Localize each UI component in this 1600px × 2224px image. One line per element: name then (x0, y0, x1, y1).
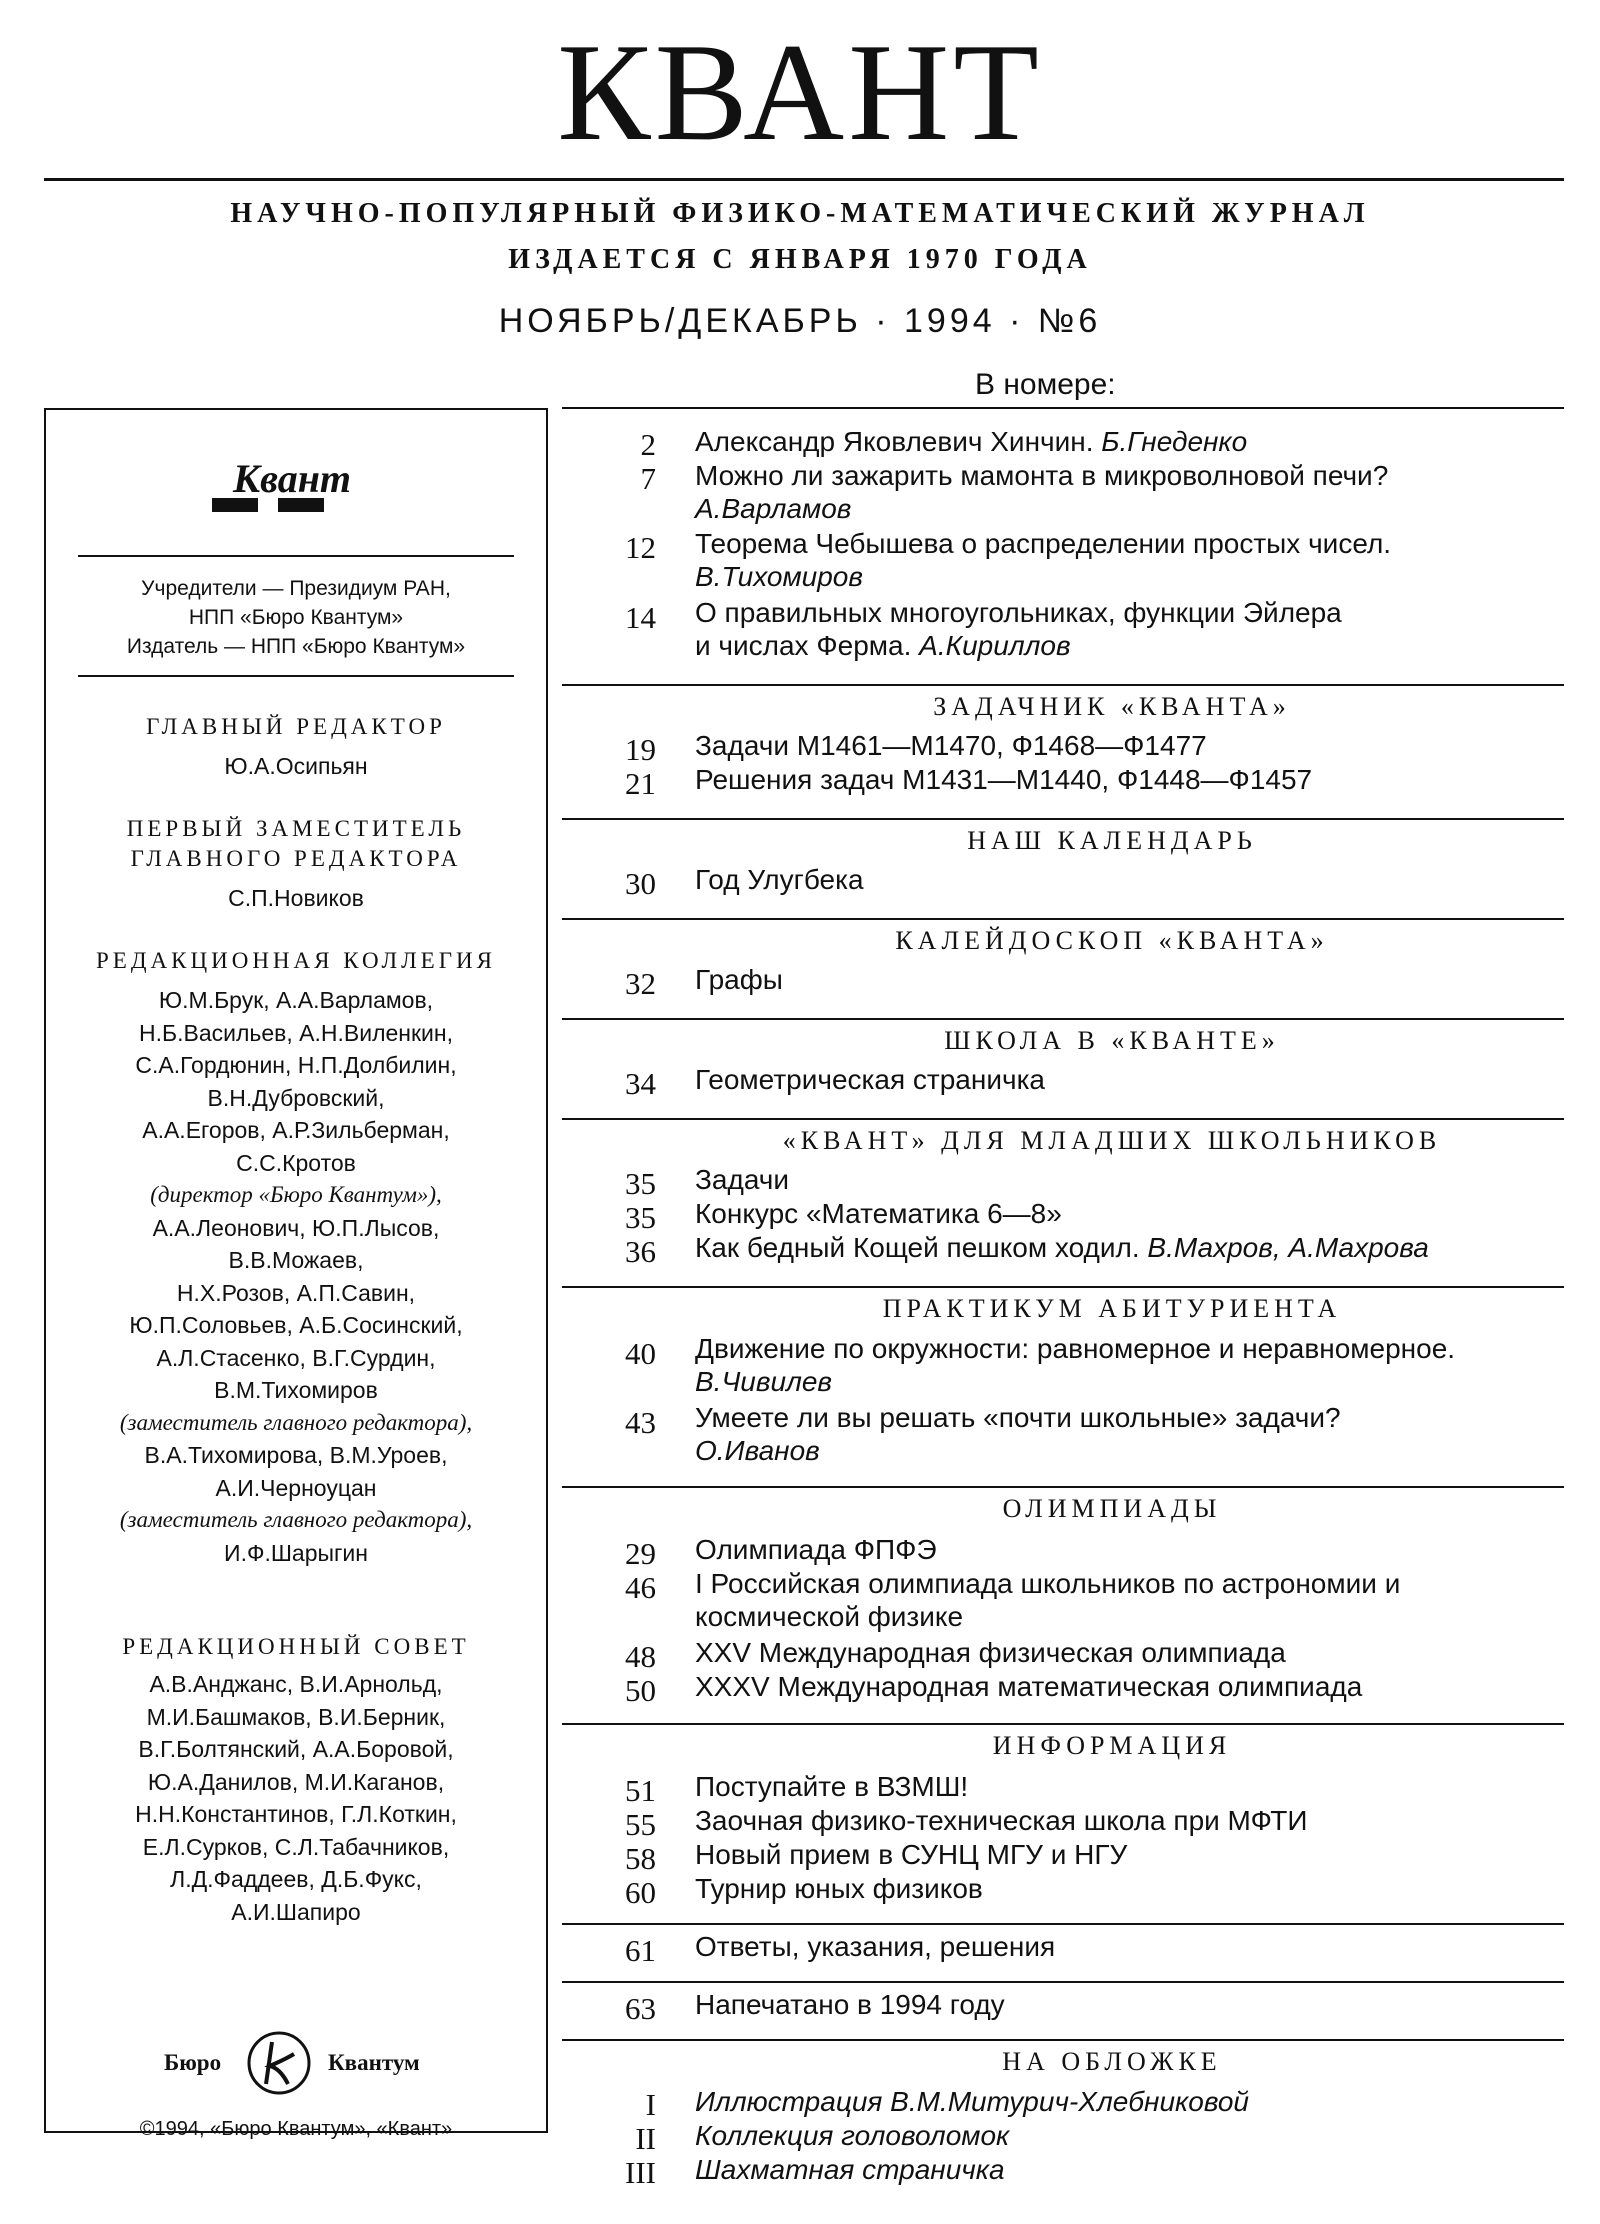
page-number: 7 (640, 461, 656, 496)
page-number: 51 (625, 1773, 656, 1808)
publisher-line: Издатель — НПП «Бюро Квантум» (126, 635, 466, 658)
toc-entry[interactable]: Турнир юных физиков (695, 1873, 983, 1904)
entry-author: Б.Гнеденко (1101, 426, 1248, 457)
entry-title: Александр Яковлевич Хинчин. (695, 426, 1094, 457)
page-number: 40 (625, 1336, 656, 1371)
council-list (46, 1668, 546, 1928)
board-role: (директор «Бюро Квантум»), (150, 1182, 442, 1207)
section-rule (562, 684, 1564, 686)
board-member: С.С.Кротов (236, 1149, 356, 1176)
founders-line: НПП «Бюро Квантум» (188, 606, 404, 629)
subtitle-journal: НАУЧНО-ПОПУЛЯРНЫЙ ФИЗИКО-МАТЕМАТИЧЕСКИЙ ЖУРНАЛ (230, 198, 1370, 229)
section-heading: НА ОБЛОЖКЕ (1002, 2047, 1222, 2076)
section-rule (562, 407, 1564, 409)
page-number: 60 (625, 1875, 656, 1910)
board-member: В.Н.Дубровский, (207, 1084, 385, 1111)
board-member: Ю.М.Брук, А.А.Варламов, (158, 987, 434, 1013)
copyright: ©1994, «Бюро Квантум», «Квант» (139, 2118, 453, 2140)
page-number: 30 (625, 866, 656, 901)
toc-entry[interactable]: I Российская олимпиада школьников по астрономии и (695, 1568, 1401, 1599)
page-number: 12 (625, 530, 656, 565)
entry-author: В.Чивилев (695, 1366, 833, 1397)
toc-entry[interactable]: Заочная физико-техническая школа при МФТИ (695, 1805, 1308, 1836)
sidebar-rule (78, 675, 514, 677)
section-heading: ШКОЛА В «КВАНТЕ» (944, 1026, 1280, 1055)
page-number: II (635, 2121, 656, 2156)
board-member: Н.Б.Васильев, А.Н.Виленкин, (139, 1019, 453, 1046)
section-heading: ИНФОРМАЦИЯ (992, 1731, 1232, 1760)
page-number: 19 (625, 732, 656, 767)
in-issue-label: В номере: (975, 368, 1116, 401)
toc-entry[interactable]: XXV Международная физическая олимпиада (695, 1637, 1286, 1668)
founders-line: Учредители — Президиум РАН, (141, 577, 451, 600)
board-member: В.В.Можаев, (228, 1247, 364, 1273)
page-number: 36 (625, 1234, 656, 1269)
section-rule (562, 918, 1564, 920)
page-number: 35 (625, 1166, 656, 1201)
toc-entry[interactable]: Коллекция головоломок (695, 2120, 1010, 2151)
toc-entry[interactable]: Задачи (695, 1164, 790, 1195)
toc-entry[interactable]: Новый прием в СУНЦ МГУ и НГУ (695, 1839, 1128, 1870)
board-heading: РЕДАКЦИОННАЯ КОЛЛЕГИЯ (96, 948, 496, 973)
toc-entry[interactable]: Ответы, указания, решения (695, 1931, 1056, 1962)
toc-entry[interactable]: О правильных многоугольниках, функции Эйлера (695, 597, 1342, 628)
sidebar-rule (78, 555, 514, 557)
page-number: 43 (625, 1405, 656, 1440)
kvant-logo (208, 458, 376, 518)
publisher-logo (46, 2028, 546, 2098)
toc-entry[interactable]: Иллюстрация В.М.Митурич-Хлебниковой (695, 2086, 1249, 2117)
entry-author: А.Кириллов (919, 630, 1071, 661)
kvantum-word: Квантум (328, 2050, 420, 2075)
toc-entry[interactable]: Графы (695, 964, 783, 995)
toc-entry[interactable]: Решения задач М1431—М1440, Ф1448—Ф1457 (695, 764, 1313, 795)
section-heading: «КВАНТ» ДЛЯ МЛАДШИХ ШКОЛЬНИКОВ (782, 1126, 1442, 1155)
council-member: М.И.Башмаков, В.И.Берник, (146, 1703, 446, 1730)
page-number: 50 (625, 1673, 656, 1708)
entry-title: Как бедный Кощей пешком ходил. (695, 1232, 1140, 1263)
section-rule (562, 1018, 1564, 1020)
section-rule (562, 1923, 1564, 1925)
section-rule (562, 1981, 1564, 1983)
council-member: В.Г.Болтянский, А.А.Боровой, (138, 1736, 454, 1762)
council-member: Л.Д.Фаддеев, Д.Б.Фукс, (170, 1866, 422, 1892)
page-number: I (645, 2087, 656, 2122)
board-member: А.А.Леонович, Ю.П.Лысов, (152, 1214, 440, 1241)
council-member: Ю.А.Данилов, М.И.Каганов, (147, 1768, 445, 1795)
board-member: В.А.Тихомирова, В.М.Уроев, (144, 1442, 448, 1468)
issue-date: НОЯБРЬ/ДЕКАБРЬ · 1994 · №6 (498, 302, 1102, 340)
toc-entry[interactable]: Год Улугбека (695, 864, 864, 895)
board-role: (заместитель главного редактора), (119, 1409, 473, 1435)
page-number: 61 (625, 1933, 656, 1968)
masthead-rule (44, 178, 1564, 181)
editorial-sidebar (44, 408, 548, 2140)
section-rule (562, 1286, 1564, 1288)
entry-title: и числах Ферма. (695, 630, 912, 661)
deputy-heading: ПЕРВЫЙ ЗАМЕСТИТЕЛЬ (126, 816, 466, 841)
board-member: Ю.П.Соловьев, А.Б.Сосинский, (129, 1312, 463, 1338)
council-member: А.В.Анджанс, В.И.Арнольд, (149, 1671, 443, 1697)
page-number: 34 (625, 1066, 656, 1101)
section-heading: ЗАДАЧНИК «КВАНТА» (933, 692, 1291, 721)
buro-word: Бюро (164, 2050, 222, 2075)
section-rule (562, 1486, 1564, 1488)
toc-entry[interactable]: Конкурс «Математика 6—8» (695, 1198, 1062, 1229)
page-number: 21 (625, 766, 656, 801)
toc-entry[interactable]: Задачи М1461—М1470, Ф1468—Ф1477 (695, 730, 1207, 761)
council-member: А.И.Шапиро (231, 1898, 361, 1925)
deputy-name: С.П.Новиков (228, 885, 364, 911)
deputy-heading: ГЛАВНОГО РЕДАКТОРА (130, 846, 462, 871)
board-list (46, 984, 546, 1569)
section-heading: ОЛИМПИАДЫ (1002, 1494, 1222, 1523)
page-number: 58 (625, 1841, 656, 1876)
section-heading: НАШ КАЛЕНДАРЬ (967, 826, 1257, 855)
toc-entry[interactable]: Напечатано в 1994 году (695, 1989, 1005, 2020)
toc-entry-cont: космической физике (695, 1601, 964, 1632)
board-role: (заместитель главного редактора), (119, 1507, 473, 1532)
section-heading: ПРАКТИКУМ АБИТУРИЕНТА (882, 1294, 1342, 1323)
toc-entry[interactable]: XXXV Международная математическая олимпиада (695, 1671, 1363, 1702)
magazine-title: КВАНТ (557, 15, 1043, 170)
toc-entry[interactable] (695, 426, 1565, 458)
section-rule (562, 1723, 1564, 1725)
board-member: Н.Х.Розов, А.П.Савин, (176, 1279, 416, 1306)
toc-entry-cont (695, 630, 1565, 662)
section-rule (562, 1118, 1564, 1120)
section-rule (562, 818, 1564, 820)
chief-editor-heading: ГЛАВНЫЙ РЕДАКТОР (146, 714, 446, 739)
board-member: А.А.Егоров, А.Р.Зильберман, (142, 1117, 450, 1143)
page-number: 35 (625, 1200, 656, 1235)
toc-entry[interactable]: Движение по окружности: равномерное и неравномерное. (695, 1333, 1456, 1364)
board-member: С.А.Гордюнин, Н.П.Долбилин, (135, 1052, 457, 1078)
board-member: А.Л.Стасенко, В.Г.Сурдин, (156, 1344, 436, 1371)
logo-text: Квант (232, 458, 352, 501)
page-number: 48 (625, 1639, 656, 1674)
page-number: 29 (625, 1536, 656, 1571)
kvantum-emblem-icon (244, 2028, 314, 2098)
page-number: III (625, 2155, 656, 2190)
board-member: В.М.Тихомиров (214, 1377, 378, 1403)
page-number: 2 (640, 427, 656, 462)
subtitle-since: ИЗДАЕТСЯ С ЯНВАРЯ 1970 ГОДА (508, 244, 1092, 275)
council-member: Н.Н.Константинов, Г.Л.Коткин, (135, 1801, 457, 1827)
page-number: 55 (625, 1807, 656, 1842)
toc-entry[interactable]: Умеете ли вы решать «почти школьные» задачи? (695, 1402, 1341, 1433)
toc-entry[interactable] (695, 1232, 1565, 1264)
board-member: И.Ф.Шарыгин (224, 1539, 368, 1566)
section-rule (562, 2039, 1564, 2041)
chief-editor-name: Ю.А.Осипьян (224, 753, 368, 779)
toc-entry[interactable]: Шахматная страничка (695, 2154, 1005, 2185)
page-number: 63 (625, 1991, 656, 2026)
toc-entry[interactable]: Геометрическая страничка (695, 1064, 1045, 1095)
section-heading: КАЛЕЙДОСКОП «КВАНТА» (895, 926, 1329, 955)
toc-entry[interactable]: Теорема Чебышева о распределении простых чисел. (695, 528, 1392, 559)
entry-author: В.Махров, А.Махрова (1147, 1232, 1429, 1263)
entry-author: В.Тихомиров (695, 561, 863, 592)
toc-entry[interactable]: Олимпиада ФПФЭ (695, 1534, 937, 1565)
board-member: А.И.Черноуцан (215, 1474, 377, 1501)
toc-entry[interactable]: Поступайте в ВЗМШ! (695, 1771, 969, 1802)
toc-entry[interactable]: Можно ли зажарить мамонта в микроволновой печи? (695, 460, 1389, 491)
page-number: 46 (625, 1570, 656, 1605)
entry-author: А.Варламов (695, 493, 852, 524)
entry-author: О.Иванов (695, 1435, 820, 1466)
council-member: Е.Л.Сурков, С.Л.Табачников, (142, 1833, 450, 1860)
page-number: 14 (625, 600, 656, 635)
council-heading: РЕДАКЦИОННЫЙ СОВЕТ (122, 1634, 470, 1659)
page-number: 32 (625, 966, 656, 1001)
